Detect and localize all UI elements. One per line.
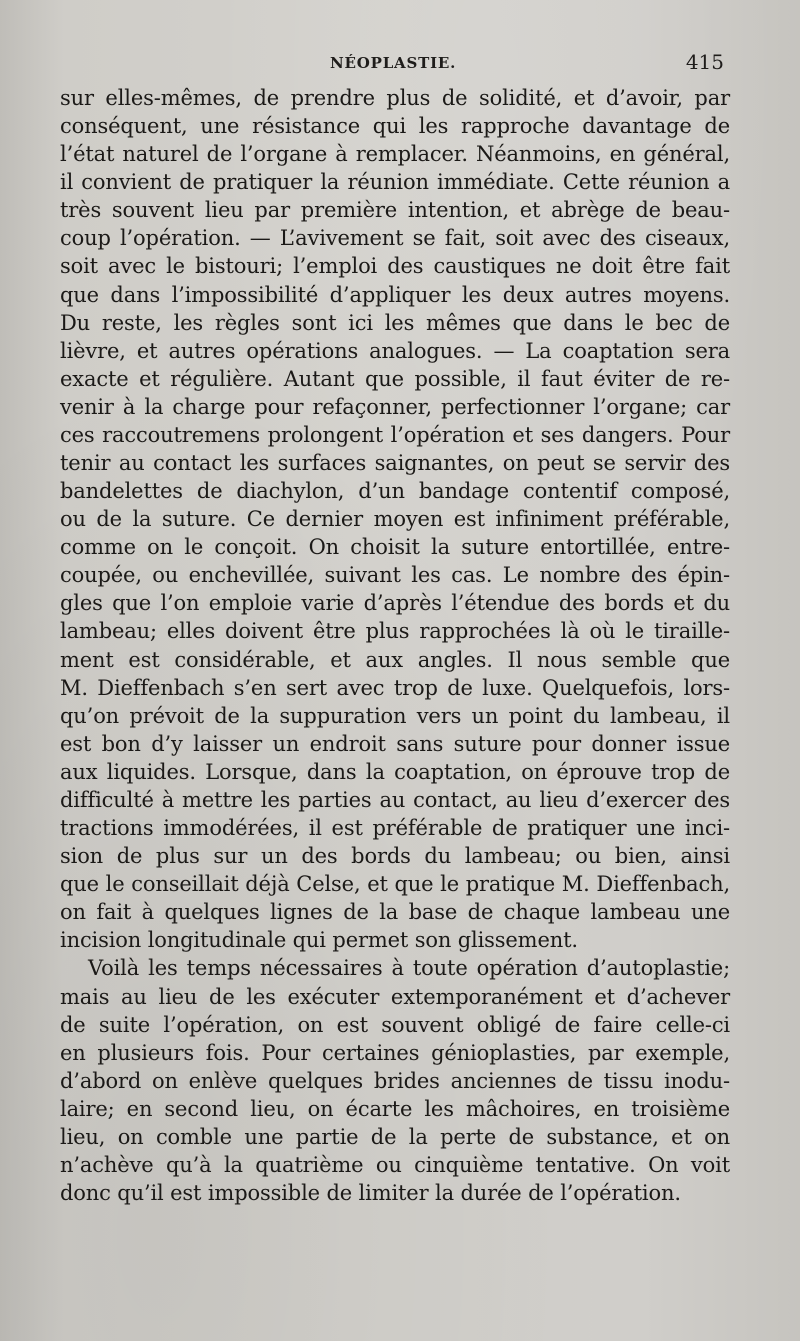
body-text: [60, 84, 730, 1207]
text-line: soit avec le bistouri; l’emploi des caustiques ne doit être fait: [60, 254, 730, 279]
text-line: ces raccoutremens prolongent l’opération et ses dangers. Pour: [60, 422, 730, 447]
text-line: est bon d’y laisser un endroit sans suture pour donner issue: [60, 731, 730, 756]
text-line: en plusieurs fois. Pour certaines génioplasties, par exemple,: [60, 1040, 730, 1065]
text-line: très souvent lieu par première intention, et abrège de beau-: [60, 198, 730, 223]
text-line: lambeau; elles doivent être plus rapprochées là où le tiraille-: [60, 619, 730, 644]
paragraph-end-line: donc qu’il est impossible de limiter la durée de l’opération.: [60, 1181, 681, 1206]
text-line: lieu, on comble une partie de la perte de substance, et on: [60, 1124, 730, 1149]
text-line: l’état naturel de l’organe à remplacer. Néanmoins, en général,: [60, 142, 730, 167]
text-line: gles que l’on emploie varie d’après l’étendue des bords et du: [60, 591, 730, 616]
text-line: que dans l’impossibilité d’appliquer les deux autres moyens.: [60, 282, 730, 307]
text-line: de suite l’opération, on est souvent obligé de faire celle-ci: [60, 1012, 730, 1037]
text-line: bandelettes de diachylon, d’un bandage contentif composé,: [60, 479, 730, 504]
running-head: [60, 50, 730, 80]
text-line: il convient de pratiquer la réunion immédiate. Cette réunion a: [60, 170, 730, 195]
text-line: ment est considérable, et aux angles. Il nous semble que: [60, 647, 730, 672]
text-line: d’abord on enlève quelques brides anciennes de tissu inodu-: [60, 1068, 730, 1093]
running-title: NÉOPLASTIE.: [330, 54, 457, 72]
text-line: difficulté à mettre les parties au contact, au lieu d’exercer des: [60, 787, 730, 812]
text-line: exacte et régulière. Autant que possible, il faut éviter de re-: [60, 366, 730, 391]
text-line: M. Dieffenbach s’en sert avec trop de luxe. Quelquefois, lors-: [60, 675, 730, 700]
text-line: laire; en second lieu, on écarte les mâchoires, en troisième: [60, 1096, 730, 1121]
text-line: sur elles-mêmes, de prendre plus de solidité, et d’avoir, par: [60, 86, 730, 110]
text-line: tractions immodérées, il est préférable de pratiquer une inci-: [60, 816, 730, 841]
text-line: comme on le conçoit. On choisit la suture entortillée, entre-: [60, 535, 730, 560]
text-line: coup l’opération. — L’avivement se fait, soit avec des ciseaux,: [60, 226, 730, 251]
text-line: venir à la charge pour refaçonner, perfectionner l’organe; car: [60, 394, 730, 419]
text-line: on fait à quelques lignes de la base de chaque lambeau une: [60, 900, 730, 925]
text-line: conséquent, une résistance qui les rapproche davantage de: [60, 114, 730, 139]
text-line: Du reste, les règles sont ici les mêmes que dans le bec de: [60, 310, 730, 335]
text-line: qu’on prévoit de la suppuration vers un point du lambeau, il: [60, 703, 730, 728]
text-line: aux liquides. Lorsque, dans la coaptation, on éprouve trop de: [60, 759, 730, 784]
text-line: n’achève qu’à la quatrième ou cinquième tentative. On voit: [60, 1152, 730, 1177]
text-line: lièvre, et autres opérations analogues. — La coaptation sera: [60, 338, 730, 363]
paragraph-start-line: Voilà les temps nécessaires à toute opération d’autoplastie;: [88, 956, 730, 981]
text-line: coupée, ou enchevillée, suivant les cas. Le nombre des épin-: [60, 563, 730, 588]
text-line: mais au lieu de les exécuter extemporanément et d’achever: [60, 984, 730, 1009]
text-line: ou de la suture. Ce dernier moyen est infiniment préférable,: [60, 507, 730, 532]
paragraph-end-line: incision longitudinale qui permet son glissement.: [60, 928, 578, 953]
page-number: 415: [685, 50, 724, 74]
text-line: que le conseillait déjà Celse, et que le pratique M. Dieffenbach,: [60, 872, 730, 897]
text-line: tenir au contact les surfaces saignantes, on peut se servir des: [60, 451, 730, 476]
text-line: sion de plus sur un des bords du lambeau; ou bien, ainsi: [60, 844, 730, 869]
